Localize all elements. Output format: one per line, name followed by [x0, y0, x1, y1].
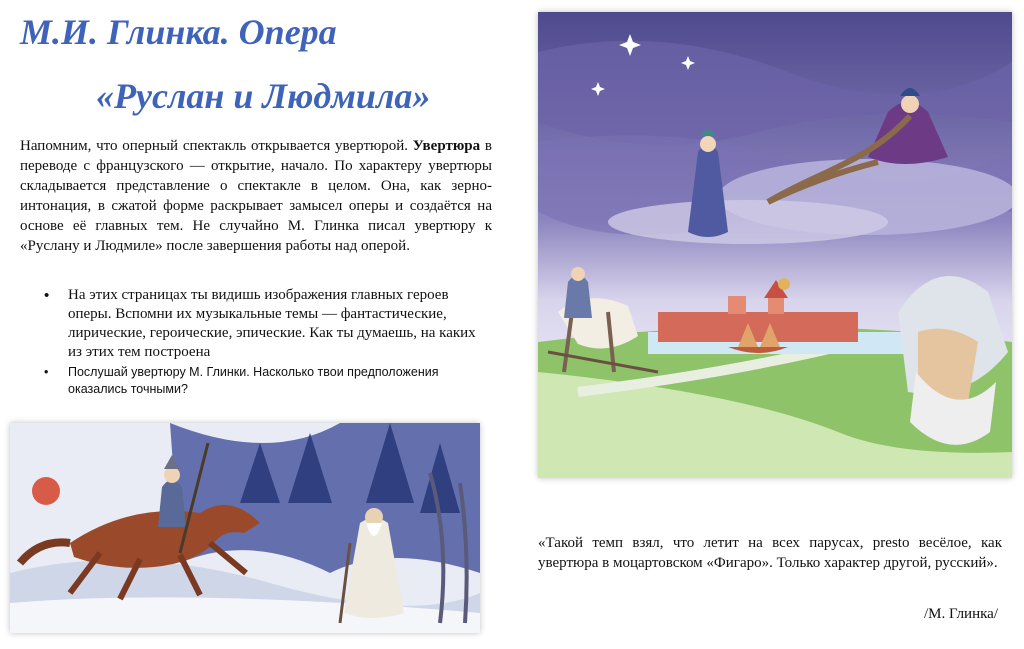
task-item: • Послушай увертюру М. Глинки. Насколько твои предположения оказались точными?: [20, 364, 492, 398]
glinka-quote: «Такой темп взял, что летит на всех парусах, presto весёлое, как увертюра в моцартовском «Фигаро». Только характер другой, русский».: [538, 535, 1002, 571]
intro-part-1: Напомним, что оперный спектакль открывается увертюрой.: [20, 138, 409, 154]
illustration-ruslan-and-finn: [10, 423, 480, 633]
task-list: [20, 286, 492, 398]
fairytale-scene-illustration: [538, 12, 1012, 478]
intro-part-2: в переводе с французского — открытие, начало. По характеру увертюры складывается представление о спектакле в целом. Она, как зерно-интонация, в сжатой форме раскрывает замысел оперы и создаётся на основе её главных тем. Не случайно М. Глинка писал увертюру к «Руслану и Людмиле» после завершения работы над оперой.: [20, 138, 492, 254]
quote-author: /М. Глинка/: [924, 606, 998, 622]
page-title-line-1: М.И. Глинка. Опера: [20, 12, 337, 52]
winter-scene-illustration: [10, 423, 480, 633]
illustration-ruslan-lyudmila-scene: [538, 12, 1012, 478]
task-item: • На этих страницах ты видишь изображения главных героев оперы. Вспомни их музыкальные темы — фантастические, лирические, героические, эпические. Как ты думаешь, на каких из этих тем построена: [20, 286, 492, 362]
overture-term: Увертюра: [412, 138, 481, 154]
intro-paragraph: [20, 136, 492, 256]
page-title-line-2: «Руслан и Людмила»: [96, 76, 431, 116]
